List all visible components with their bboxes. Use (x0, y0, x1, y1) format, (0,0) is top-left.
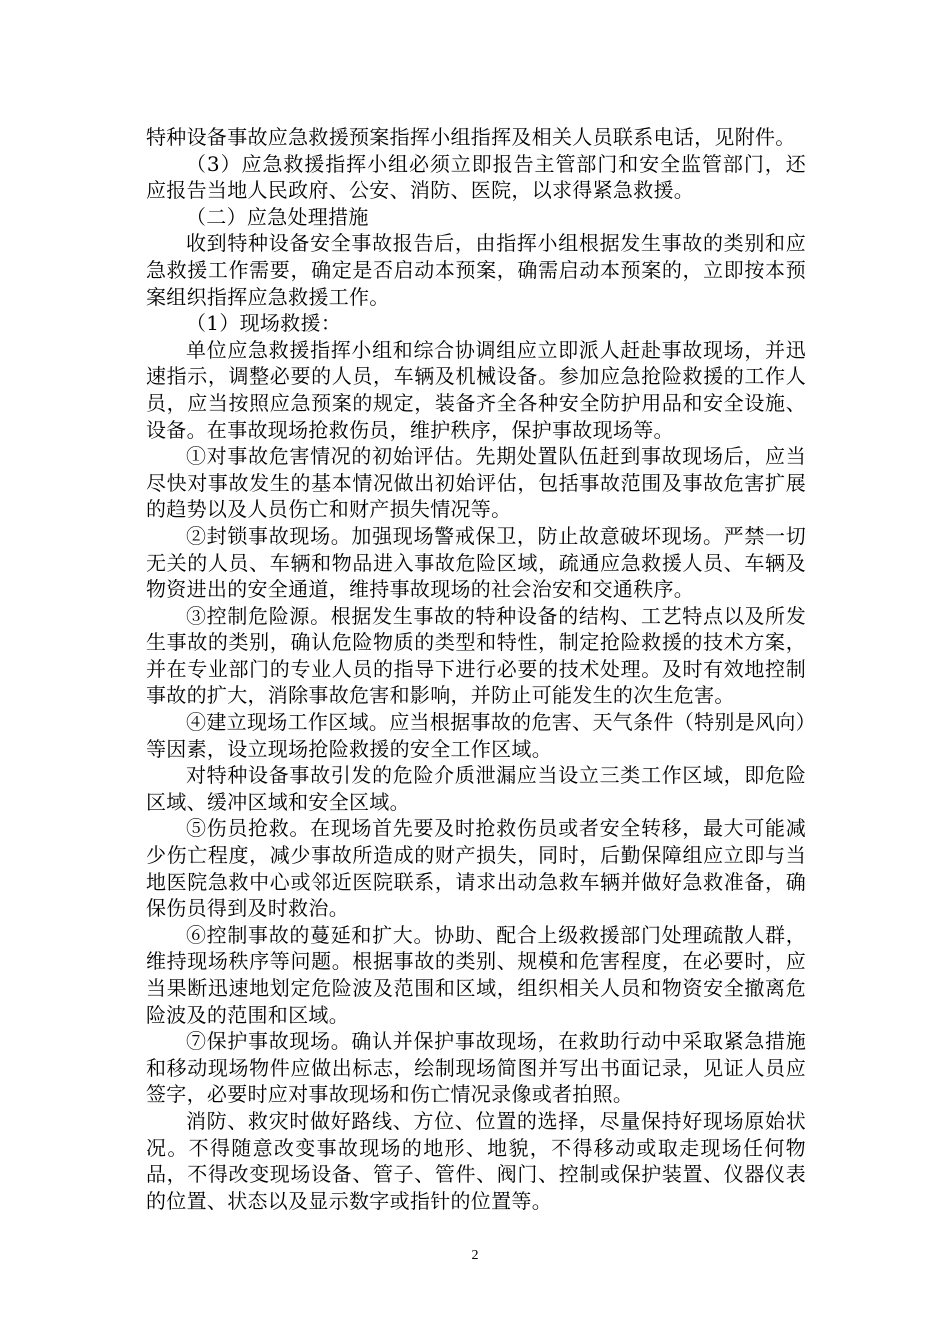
paragraph: 收到特种设备安全事故报告后，由指挥小组根据发生事故的类别和应急救援工作需要，确定是否启动本预案，确需启动本预案的，立即按本预案组织指挥应急救援工作。 (146, 231, 806, 309)
list-item: ①对事故危害情况的初始评估。先期处置队伍赶到事故现场后，应当尽快对事故发生的基本情况做出初始评估，包括事故范围及事故危害扩展的趋势以及人员伤亡和财产损失情况等。 (146, 444, 806, 522)
paragraph: 消防、救灾时做好路线、方位、位置的选择，尽量保持好现场原始状况。不得随意改变事故现场的地形、地貌，不得移动或取走现场任何物品，不得改变现场设备、管子、管件、阀门、控制或保护装置、仪器仪表的位置、状态以及显示数字或指针的位置等。 (146, 1108, 806, 1213)
list-item: ③控制危险源。根据发生事故的特种设备的结构、工艺特点以及所发生事故的类别，确认危险物质的类型和特性，制定抢险救援的技术方案，并在专业部门的专业人员的指导下进行必要的技术处理。及时有效地控制事故的扩大，消除事故危害和影响，并防止可能发生的次生危害。 (146, 603, 806, 708)
list-item: ④建立现场工作区域。应当根据事故的危害、天气条件（特别是风向）等因素，设立现场抢险救援的安全工作区域。 (146, 710, 806, 761)
list-item: ⑦保护事故现场。确认并保护事故现场，在救助行动中采取紧急措施和移动现场物件应做出标志，绘制现场简图并写出书面记录，见证人员应签字，必要时应对事故现场和伤亡情况录像或者拍照。 (146, 1029, 806, 1107)
section-heading: （二）应急处理措施 (186, 204, 369, 229)
list-item: ②封锁事故现场。加强现场警戒保卫，防止故意破坏现场。严禁一切无关的人员、车辆和物品进入事故危险区域，疏通应急救援人员、车辆及物资进出的安全通道，维持事故现场的社会治安和交通秩序。 (146, 523, 806, 602)
document-body (146, 124, 806, 1214)
list-item: ⑥控制事故的蔓延和扩大。协助、配合上级救援部门处理疏散人群，维持现场秩序等问题。根据事故的类别、规模和危害程度，在必要时，应当果断迅速地划定危险波及范围和区域，组织相关人员和物资安全撤离危险波及的范围和区域。 (146, 922, 806, 1027)
paragraph: 对特种设备事故引发的危险介质泄漏应当设立三类工作区域，即危险区域、缓冲区域和安全区域。 (146, 763, 806, 814)
paragraph: 特种设备事故应急救援预案指挥小组指挥及相关人员联系电话，见附件。 (146, 125, 796, 149)
list-item: ⑤伤员抢救。在现场首先要及时抢救伤员或者安全转移，最大可能减少伤亡程度，减少事故所造成的财产损失，同时，后勤保障组应立即与当地医院急救中心或邻近医院联系，请求出动急救车辆并做好急救准备，确保伤员得到及时救治。 (146, 816, 806, 921)
page-number: 2 (471, 1248, 479, 1263)
paragraph: （3）应急救援指挥小组必须立即报告主管部门和安全监管部门，还应报告当地人民政府、公安、消防、医院，以求得紧急救援。 (146, 151, 806, 203)
paragraph: 单位应急救援指挥小组和综合协调组应立即派人赶赴事故现场，并迅速指示，调整必要的人员，车辆及机械设备。参加应急抢险救援的工作人员，应当按照应急预案的规定，装备齐全各种安全防护用品和安全设施、设备。在事故现场抢救伤员，维护秩序，保护事故现场等。 (146, 337, 806, 442)
subsection-heading: （1）现场救援： (186, 311, 342, 336)
